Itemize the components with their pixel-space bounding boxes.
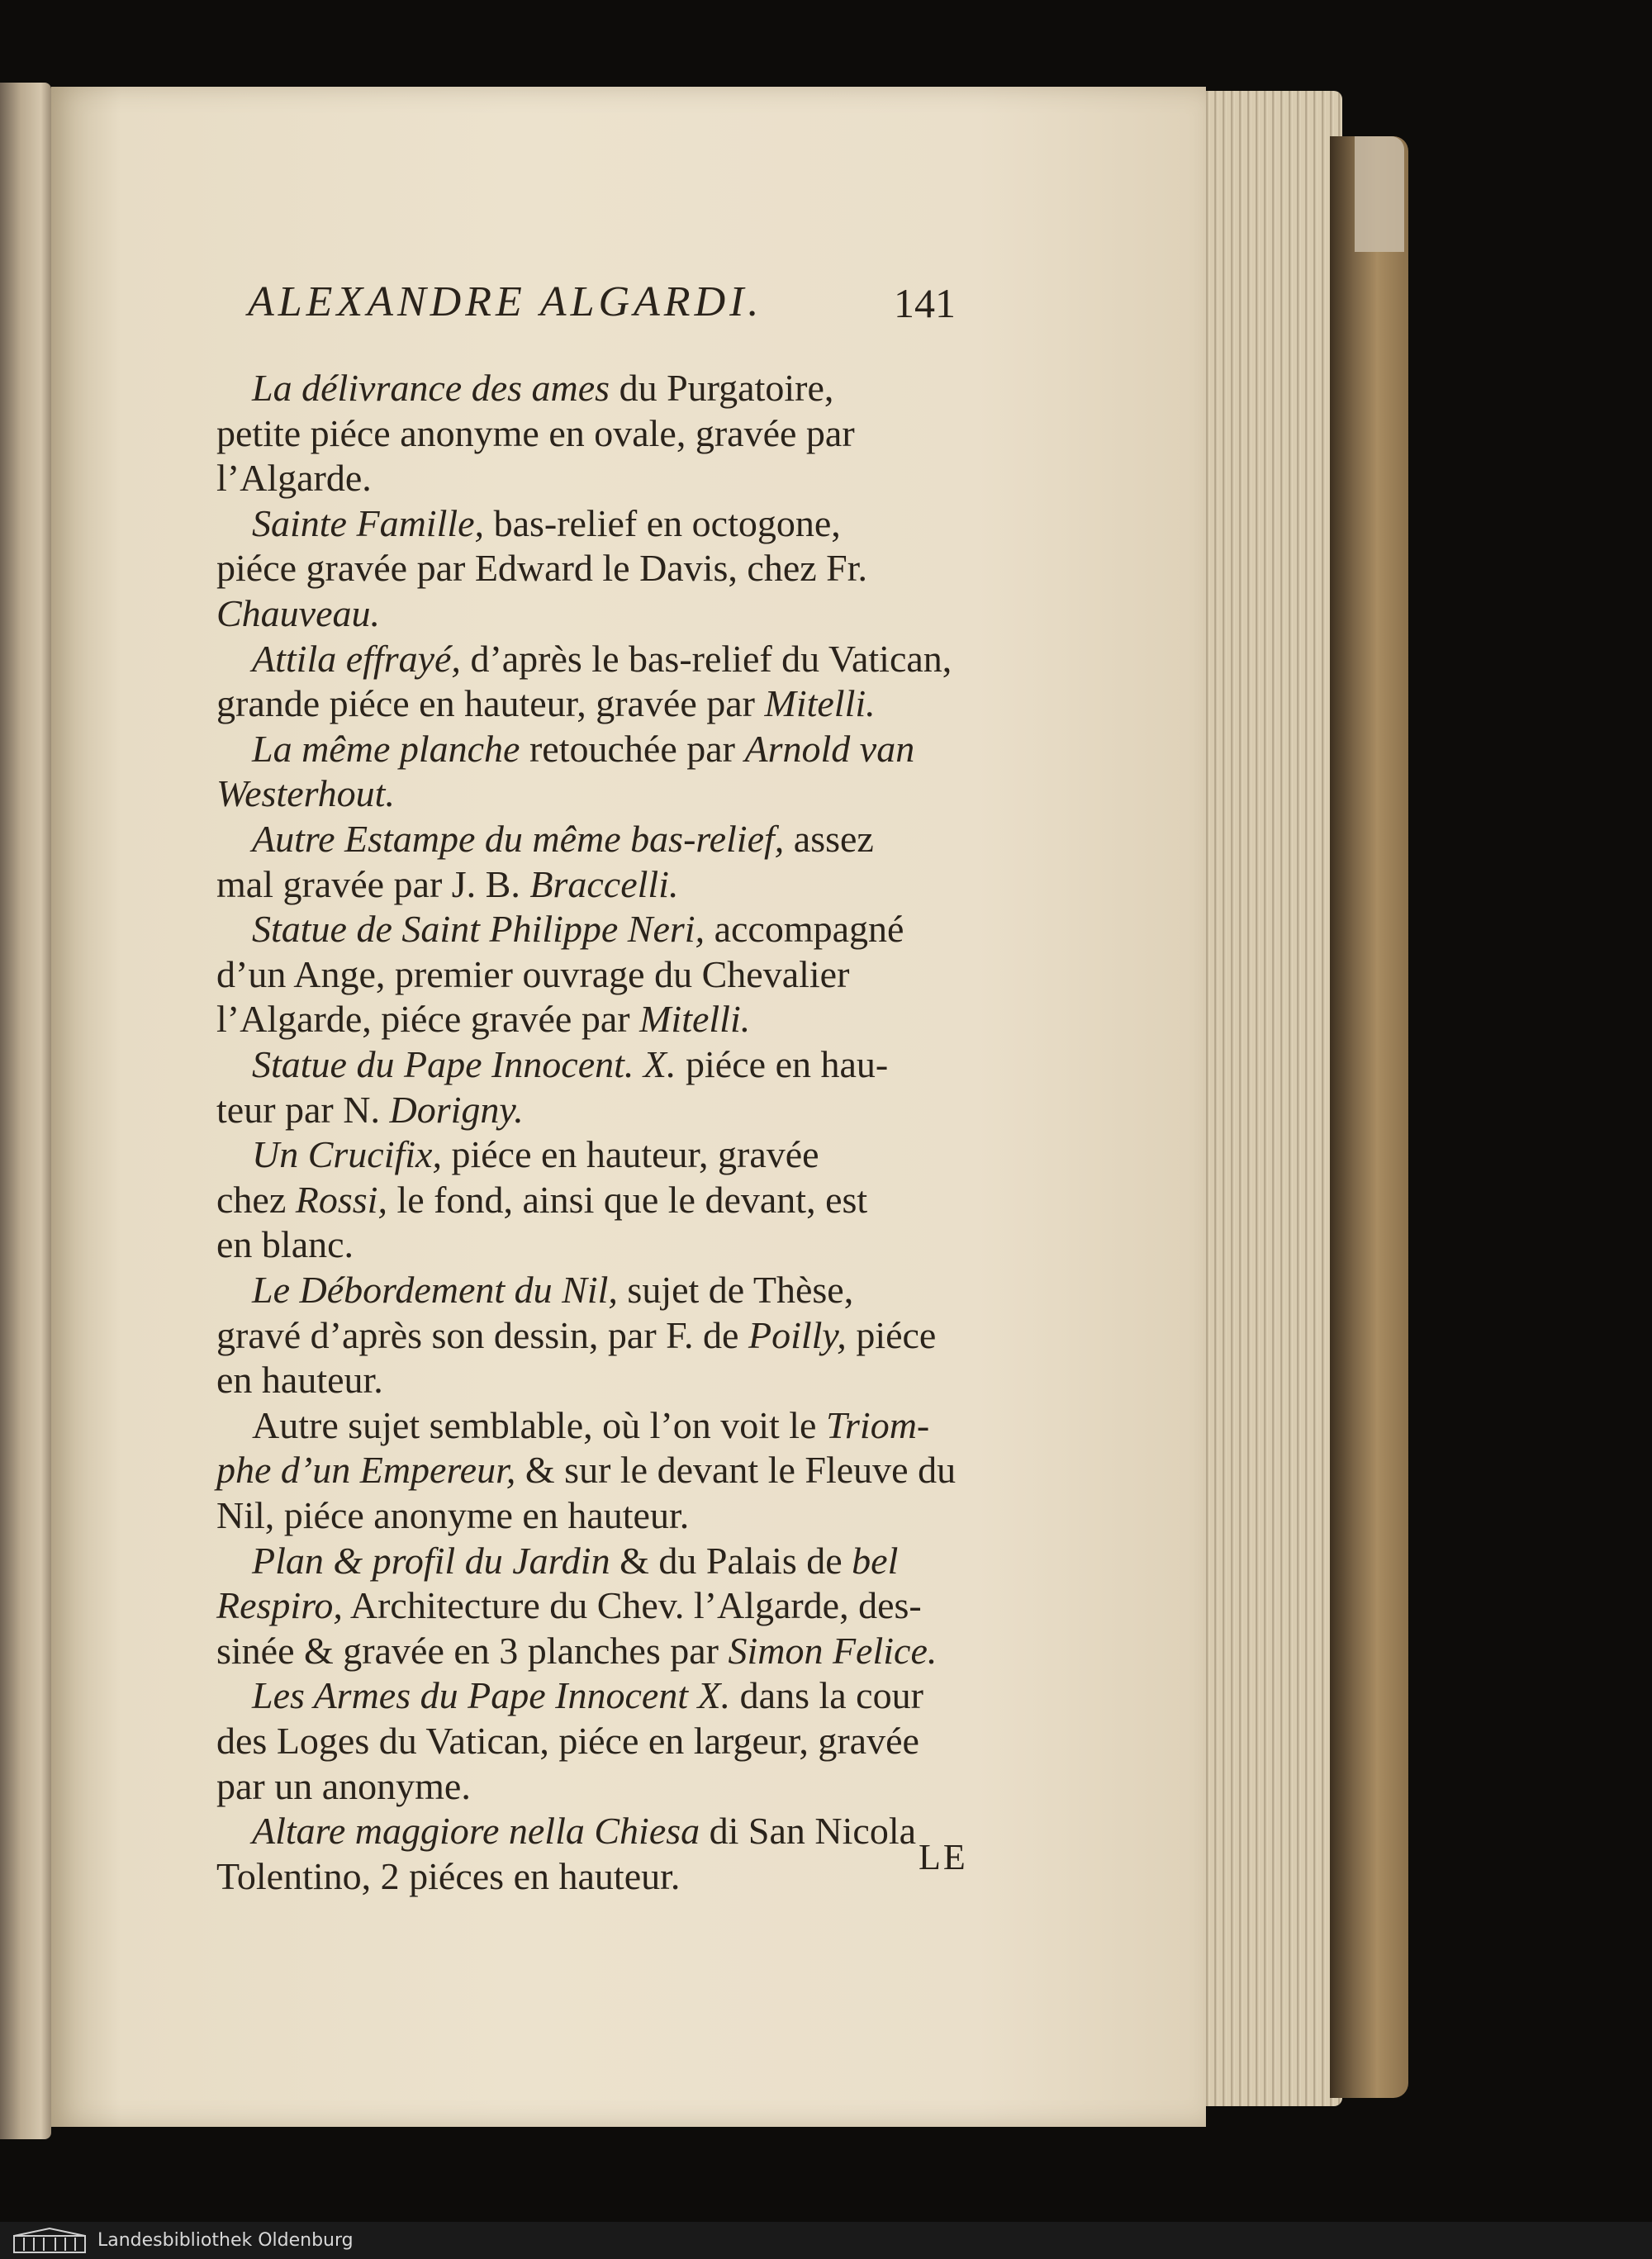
italic-segment: Chauveau. [216,592,381,634]
text-segment: piéce [846,1313,937,1356]
library-building-icon [8,2226,91,2256]
text-line [216,1220,354,1270]
italic-segment: Sainte Famille, [252,501,485,544]
italic-segment: Westerhout. [216,772,395,815]
text-line [216,769,395,819]
text-segment: des Loges du Vatican, piéce en largeur, gravée [216,1720,919,1762]
text-line [252,1040,888,1089]
text-line [216,453,372,503]
text-line [216,1311,936,1360]
text-line [252,1265,853,1315]
text-segment: Nil, piéce anonyme en hauteur. [216,1494,690,1536]
text-line [252,634,952,684]
text-line [252,499,841,548]
text-segment: teur par N. [216,1088,390,1131]
text-segment: d’après le bas-relief du Vatican, [460,637,952,680]
italic-segment: Rossi, [295,1178,387,1221]
text-segment: du Purgatoire, [610,367,834,409]
text-line [216,860,678,909]
catchword: LE [919,1837,968,1877]
italic-segment: Triom- [825,1403,930,1446]
text-line [252,1536,898,1586]
text-segment: dans la cour [730,1674,923,1717]
italic-segment: Arnold van [744,727,915,770]
footer-bar [0,2222,1652,2259]
text-line [252,724,914,774]
italic-segment: Le Débordement du Nil, [252,1269,618,1311]
text-line [252,1130,819,1179]
italic-segment: Respiro, [216,1584,343,1627]
text-line [252,814,874,864]
italic-segment: Statue de Saint Philippe Neri, [252,908,705,951]
text-segment: sujet de Thèse, [617,1269,854,1311]
text-line [216,589,380,638]
italic-segment: Attila effrayé, [252,637,461,680]
text-segment: en blanc. [216,1223,354,1266]
text-segment: piéce en hau- [676,1043,889,1085]
text-segment: petite piéce anonyme en ovale, gravée par [216,411,855,454]
page-edges [1202,91,1342,2106]
text-line [252,363,833,413]
text-line [216,1762,471,1811]
text-segment: piéce gravée par Edward le Davis, chez Fr. [216,547,868,590]
text-segment: gravé d’après son dessin, par F. de [216,1313,748,1356]
text-line [216,994,750,1044]
text-segment: en hauteur. [216,1359,383,1402]
cover-spine-top [1355,136,1404,252]
text-segment: l’Algarde, piéce gravée par [216,998,640,1041]
text-segment: mal gravée par J. B. [216,862,530,905]
left-page-edge [0,83,51,2139]
text-segment: par un anonyme. [216,1764,471,1807]
text-segment: l’Algarde. [216,457,372,500]
italic-segment: Mitelli. [764,682,876,725]
text-line [216,679,876,728]
italic-segment: bel [852,1539,899,1582]
page-number: 141 [894,280,956,326]
text-line [216,950,849,999]
text-segment: chez [216,1178,296,1221]
italic-segment: La même planche [252,727,520,770]
text-line [252,1401,929,1450]
text-line [216,1355,383,1405]
text-line [216,1716,919,1766]
italic-segment: Poilly, [748,1313,847,1356]
text-segment: & du Palais de [610,1539,852,1582]
text-segment: accompagné [705,908,904,951]
text-line [216,1581,922,1630]
text-line [216,1852,680,1901]
text-segment: bas-relief en octogone, [484,501,841,544]
text-segment: assez [784,818,874,860]
italic-segment: Statue du Pape Innocent. X. [252,1043,676,1085]
italic-segment: Mitelli. [639,998,751,1041]
running-head: ALEXANDRE ALGARDI. [248,278,763,325]
italic-segment: Simon Felice. [728,1629,938,1672]
text-segment: di San Nicola [700,1810,917,1853]
text-segment: Autre sujet semblable, où l’on voit le [252,1403,826,1446]
text-segment: grande piéce en hauteur, gravée par [216,682,765,725]
text-segment: Architecture du Chev. l’Algarde, des- [342,1584,922,1627]
italic-segment: Plan & profil du Jardin [252,1539,610,1582]
text-line [216,1445,956,1495]
text-line [216,1626,937,1676]
text-line [252,1671,923,1720]
text-line [216,1491,689,1540]
text-segment: d’un Ange, premier ouvrage du Chevalier [216,952,850,995]
text-segment: & sur le devant le Fleuve du [515,1449,957,1492]
italic-segment: Un Crucifix, [252,1133,442,1176]
text-line [216,543,867,593]
text-segment: le fond, ainsi que le devant, est [387,1178,868,1221]
italic-segment: phe d’un Empereur, [216,1449,516,1492]
book-cover [1330,136,1408,2098]
text-segment: piéce en hauteur, gravée [441,1133,819,1176]
italic-segment: Autre Estampe du même bas-relief, [252,818,785,860]
text-segment: sinée & gravée en 3 planches par [216,1629,729,1672]
text-line [252,904,904,954]
library-name: Landesbibliothek Oldenburg [97,2230,354,2251]
italic-segment: La délivrance des ames [252,367,610,409]
text-line [216,1085,524,1135]
text-line [216,409,855,458]
italic-segment: Dorigny. [389,1088,524,1131]
italic-segment: Braccelli. [529,862,679,905]
text-line [252,1806,916,1856]
text-segment: retouchée par [520,727,745,770]
italic-segment: Altare maggiore nella Chiesa [252,1810,700,1853]
italic-segment: Les Armes du Pape Innocent X. [252,1674,731,1717]
text-line [216,1175,867,1225]
text-segment: Tolentino, 2 piéces en hauteur. [216,1854,681,1897]
